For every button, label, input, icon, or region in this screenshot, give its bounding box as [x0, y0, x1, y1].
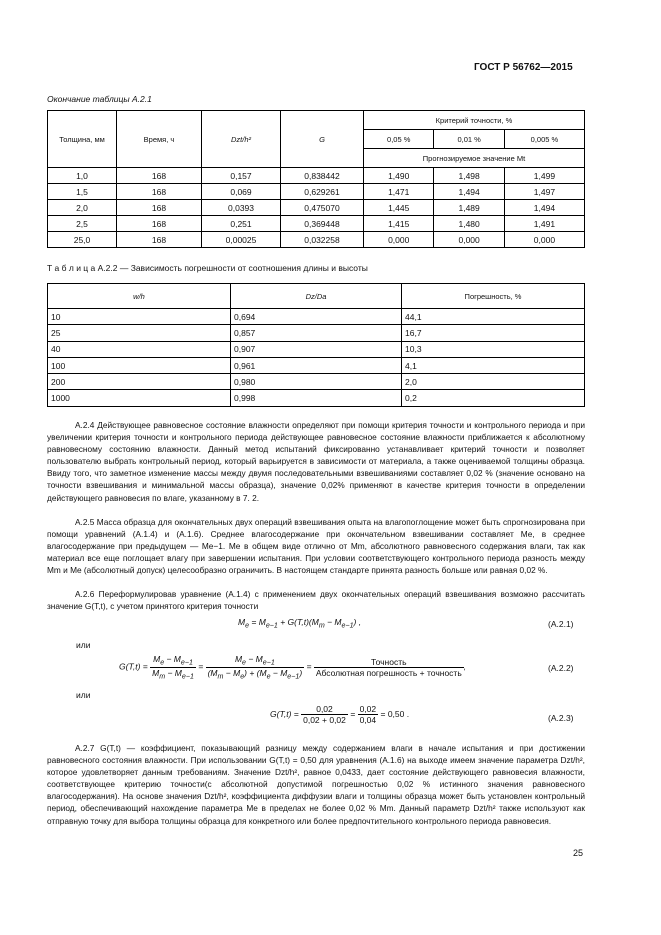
table-row	[48, 309, 585, 325]
table-row	[48, 341, 585, 357]
table-cell: 1,499	[504, 168, 584, 184]
table-row	[48, 357, 585, 373]
table-a21	[47, 110, 585, 248]
table-cell: 0,157	[202, 168, 281, 184]
col-wh: w/h	[48, 284, 231, 309]
paragraph-a27: А.2.7 G(T,t) — коэффициент, показывающий разницу между содержанием влаги в начале испытания и при достижении равновесного состояния влажности. При использовании G(T,t) = 0,50 для уравнения (А.1.6) на выходе имеем значение параметра Dzt/h², которое удовлетворяет данным требованиям. Значение Dzt/h², равное 0,0433, дает состояние действующего равновесия влажности, соответствующее критерию точности(с абсолютной допустимой погрешностью 0,02 % истинного значения равновесного влагосодержания). На основе значения Dzt/h², коэффициента диффузии влаги и толщины образца может быть установлен контрольный период, обеспечивающий нахождение параметра Me в пределах не более 0,02 % Mm. Данный параметр Dzt/h² также используют как отправную точку для выбора толщины образца для конкретного или более предпочтительного контрольного периода равновесия.	[47, 743, 585, 826]
table-row	[48, 168, 585, 184]
table-cell: 40	[48, 341, 231, 357]
equation-a22: G(T,t) = $\frac{M_e - M_{e-1}}{M_m - M_{e-1}}$ = $\frac{M_e - M_{e-1}}{(M_m - M_e) + (M_e - M_{e-1})}$ = $\frac{\text{Точность}}{\text{Абсолютная погрешность + точность}}$ ,	[119, 654, 467, 681]
table-cell: 0,857	[231, 325, 402, 341]
table-cell: 1,494	[434, 184, 504, 200]
equation-a23: G(T,t) = $\frac{0,02}{0,02 + 0,02}$ = $\frac{0,02}{0,04}$ = 0,50 .	[270, 704, 410, 725]
col-c1: 0,05 %	[364, 130, 434, 149]
equation-number-a23: (А.2.3)	[548, 713, 574, 723]
abs-accuracy-label: Абсолютная погрешность + точность	[315, 667, 462, 678]
col-predicted: Прогнозируемое значение Mt	[364, 149, 585, 168]
or-text-1: или	[76, 640, 91, 650]
col-c2: 0,01 %	[434, 130, 504, 149]
table-cell: 1,491	[504, 216, 584, 232]
table-row	[48, 184, 585, 200]
table-cell: 0,069	[202, 184, 281, 200]
table-cell: 16,7	[402, 325, 585, 341]
table-cell: 25,0	[48, 232, 117, 248]
table-cell: 0,369448	[281, 216, 364, 232]
page-number: 25	[573, 848, 584, 858]
col-c3: 0,005 %	[504, 130, 584, 149]
table-cell: 0,000	[434, 232, 504, 248]
table-cell: 1,490	[364, 168, 434, 184]
table-cell: 1000	[48, 390, 231, 406]
table-cell: 1,0	[48, 168, 117, 184]
table-cell: 0,980	[231, 374, 402, 390]
paragraph-a26: А.2.6 Переформулировав уравнение (А.1.4) с применением двух окончательных операций взвешивания возможно рассчитать значение G(T,t), с учетом принятого критерия точности	[47, 589, 585, 612]
table-cell: 0,251	[202, 216, 281, 232]
table-cell: 168	[117, 184, 202, 200]
table-cell: 0,0393	[202, 200, 281, 216]
table-cell: 10	[48, 309, 231, 325]
col-error: Погрешность, %	[402, 284, 585, 309]
paragraph-a25: А.2.5 Масса образца для окончательных двух операций взвешивания опыта на влагопоглощение может быть спрогнозирована при помощи уравнений (А.1.4) и (А.1.6). Среднее влагосодержание при окончательном взвешивании составляет Me, в среднее влагосодержание при предыдущем — Me−1. Me в общем виде отлично от Mm, абсолютного равновесного содержания влаги, так как материал все еще поглощает влагу при завершении испытания. При условии соответствующего контрольного периода разность между Mm и Me (абсолютный допуск) целесообразно ограничить. В настоящем стандарте принята разность больше или равная 0,02 %.	[47, 517, 585, 576]
table-cell: 0,475070	[281, 200, 364, 216]
equation-a21: $M_e = M_{e-1} + G(T,t)(M_m - M_{e-1})$ ,	[238, 617, 362, 630]
table-cell: 0,000	[504, 232, 584, 248]
table-cell: 0,907	[231, 341, 402, 357]
table-row	[48, 216, 585, 232]
table-cell: 0,00025	[202, 232, 281, 248]
table-row	[48, 374, 585, 390]
table-row	[48, 325, 585, 341]
table-row	[48, 390, 585, 406]
table2-caption: Т а б л и ц а А.2.2 — Зависимость погрешности от соотношения длины и высоты	[47, 263, 368, 273]
document-code: ГОСТ Р 56762—2015	[474, 62, 573, 73]
table-cell: 200	[48, 374, 231, 390]
table-cell: 0,032258	[281, 232, 364, 248]
equation-number-a21: (А.2.1)	[548, 619, 574, 629]
col-dz-da: Dz/Da	[231, 284, 402, 309]
table-cell: 1,480	[434, 216, 504, 232]
table-cell: 1,5	[48, 184, 117, 200]
col-g: G	[281, 111, 364, 168]
table-cell: 168	[117, 216, 202, 232]
accuracy-label: Точность	[314, 657, 464, 668]
table-cell: 100	[48, 357, 231, 373]
col-thickness: Толщина, мм	[48, 111, 117, 168]
table-cell: 1,471	[364, 184, 434, 200]
col-time: Время, ч	[117, 111, 202, 168]
table-cell: 1,489	[434, 200, 504, 216]
table-cell: 168	[117, 168, 202, 184]
table-cell: 1,497	[504, 184, 584, 200]
table-cell: 0,998	[231, 390, 402, 406]
table-cell: 0,694	[231, 309, 402, 325]
table-cell: 2,5	[48, 216, 117, 232]
table-a22	[47, 283, 585, 407]
or-text-2: или	[76, 690, 91, 700]
table-cell: 44,1	[402, 309, 585, 325]
table-cell: 2,0	[48, 200, 117, 216]
table-cell: 168	[117, 232, 202, 248]
table-cell: 0,000	[364, 232, 434, 248]
col-ratio: Dzt/h²	[202, 111, 281, 168]
table-cell: 1,498	[434, 168, 504, 184]
paragraph-a24: А.2.4 Действующее равновесное состояние влажности определяют при помощи критерия точности и контрольного периода и при увеличении критерия точности и контрольного периода действующее равновесное состояние влажности приближается к абсолютному равновесному состоянию влажности. Данный метод испытаний фиксированно устанавливает критерий точности и позволяет пользователю выбрать контрольный период, который варьируется в зависимости от материала, а также оцениваемой толщины образца. Ввиду того, что заметное изменение массы между двумя последовательными взвешиваниями составляет 0,02 % (значение основано на точности взвешивания и минимальной массы образца), значение 0,02% применяют в качестве критерия точности в определении действующего равновесия по влаге, указанному в 7. 2.	[47, 420, 585, 503]
table-cell: 0,961	[231, 357, 402, 373]
table-cell: 0,2	[402, 390, 585, 406]
table-cell: 25	[48, 325, 231, 341]
table-cell: 1,415	[364, 216, 434, 232]
table-cell: 168	[117, 200, 202, 216]
table-cell: 2,0	[402, 374, 585, 390]
col-criterion: Критерий точности, %	[364, 111, 585, 130]
table-cell: 0,629261	[281, 184, 364, 200]
table-row	[48, 232, 585, 248]
table-cell: 1,494	[504, 200, 584, 216]
table-cell: 1,445	[364, 200, 434, 216]
equation-number-a22: (А.2.2)	[548, 663, 574, 673]
table-cell: 10,3	[402, 341, 585, 357]
table-cell: 4,1	[402, 357, 585, 373]
table-cell: 0,838442	[281, 168, 364, 184]
table-row	[48, 200, 585, 216]
table1-caption: Окончание таблицы А.2.1	[47, 94, 152, 104]
